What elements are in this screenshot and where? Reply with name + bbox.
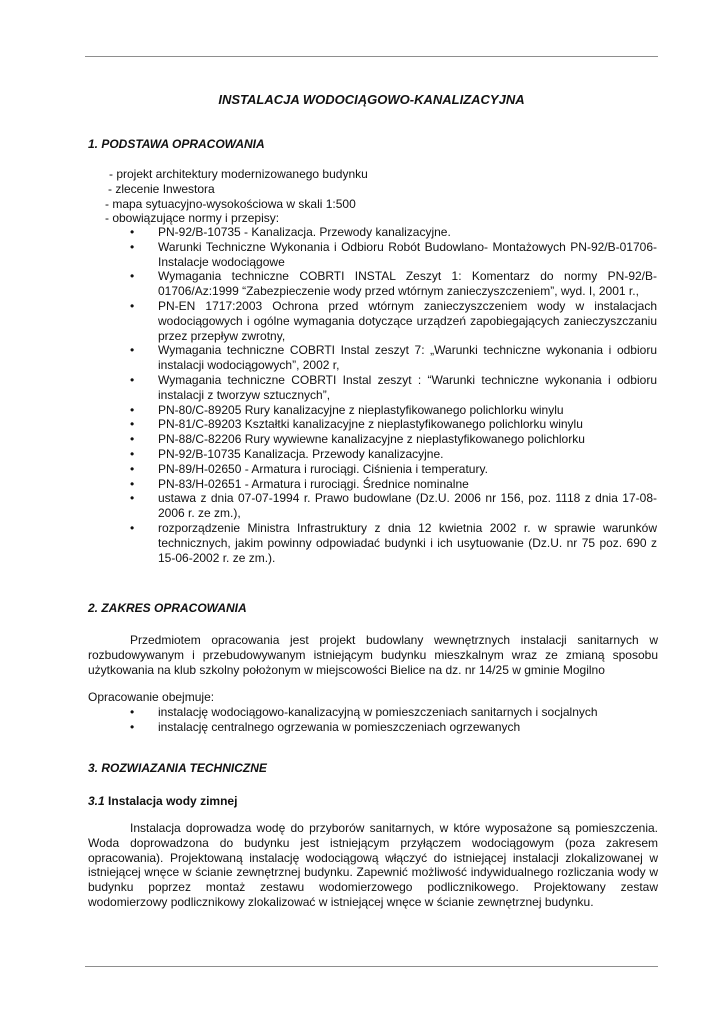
- norm-item: • PN-81/C-89203 Kształtki kanalizacyjne z nieplastyfikowanego polichlorku winylu: [130, 417, 657, 432]
- norm-item: • PN-88/C-82206 Rury wywiewne kanalizacyjne z nieplastyfikowanego polichlorku: [130, 432, 657, 447]
- scope-paragraph: Przedmiotem opracowania jest projekt budowlany wewnętrznych instalacji sanitarnych w rozbudowywanym i przebudowywanym istniejącym budynku mieszkalnym wraz ze zmianą sposobu użytkowania na klub szkolny położonym w miejscowości Bielice na dz. nr 14/25 w gminie Mogilno: [88, 633, 658, 677]
- list-item: • instalację wodociągowo-kanalizacyjną w pomieszczeniach sanitarnych i socjalnych: [130, 705, 657, 720]
- norm-item: • Wymagania techniczne COBRTI INSTAL Zeszyt 1: Komentarz do normy PN-92/B-01706/Az:1999 “Zabezpieczenie wody przed wtórnym zanieczyszczeniem”, wyd. I, 2001 r.,: [130, 269, 657, 299]
- norm-item: • PN-92/B-10735 Kanalizacja. Przewody kanalizacyjne.: [130, 447, 657, 462]
- subsection-heading-cold-water: [88, 794, 237, 809]
- includes-label: Opracowanie obejmuje:: [88, 690, 215, 704]
- norm-item: • PN-83/H-02651 - Armatura i rurociągi. Średnice nominalne: [130, 477, 657, 492]
- norm-item: • PN-89/H-02650 - Armatura i rurociągi. Ciśnienia i temperatury.: [130, 462, 657, 477]
- header-rule: [85, 56, 658, 57]
- norm-item: • rozporządzenie Ministra Infrastruktury z dnia 12 kwietnia 2002 r. w sprawie warunków technicznych, jakim powinny odpowiadać budynki i ich usytuowanie (Dz.U. nr 75 poz. 690 z 15-06-2002 r. ze zm.).: [130, 521, 657, 565]
- footer-rule: [85, 966, 658, 967]
- section-heading-scope: 2. ZAKRES OPRACOWANIA: [88, 601, 247, 615]
- list-item: - zlecenie Inwestora: [108, 181, 215, 196]
- norm-item: • PN-EN 1717:2003 Ochrona przed wtórnym zanieczyszczeniem wody w instalacjach wodociągowych i ogólne wymagania dotyczące urządzeń zapobiegających zanieczyszczaniu przez przepływ zwrotny,: [130, 299, 657, 343]
- norm-item: • Wymagania techniczne COBRTI Instal zeszyt 7: „Warunki techniczne wykonania i odbioru instalacji wodociągowych”, 2002 r,: [130, 343, 657, 373]
- subsection-title: Instalacja wody zimnej: [108, 794, 238, 808]
- section-heading-basis: 1. PODSTAWA OPRACOWANIA: [88, 137, 265, 151]
- section-heading-technical: 3. ROZWIAZANIA TECHNICZNE: [88, 761, 267, 775]
- norm-item: • Warunki Techniczne Wykonania i Odbioru Robót Budowlano- Montażowych PN-92/B-01706- Instalacje wodociągowe: [130, 240, 657, 270]
- list-item: • instalację centralnego ogrzewania w pomieszczeniach ogrzewanych: [130, 720, 657, 735]
- subsection-number: 3.1: [88, 794, 105, 808]
- cold-water-paragraph: Instalacja doprowadza wodę do przyborów sanitarnych, w które wyposażone są pomieszczenia. Woda doprowadzona do budynku jest istniejącym przyłączem wodociągowym (poza zakresem opracowania). Projektowaną instalację wodociągową włączyć do istniejącej instalacji zlokalizowanej w istniejącej wnęce w ścianie zewnętrznej budynku. Zapewnić możliwość indywidualnego rozliczania wody w budynku poprzez montaż zestawu wodomierzowego podlicznikowego. Projektowany zestaw wodomierzowy podlicznikowy zlokalizować w istniejącej wnęce w ścianie zewnętrznej budynku.: [88, 821, 658, 909]
- norm-item: • ustawa z dnia 07-07-1994 r. Prawo budowlane (Dz.U. 2006 nr 156, poz. 1118 z dnia 17-08-2006 r. ze zm.),: [130, 491, 657, 521]
- list-item: - mapa sytuacyjno-wysokościowa w skali 1:500: [105, 196, 356, 211]
- norm-item: • Wymagania techniczne COBRTI Instal zeszyt : “Warunki techniczne wykonania i odbioru instalacji z tworzyw sztucznych”,: [130, 373, 657, 403]
- basis-dash-list: [105, 167, 368, 226]
- norm-item: • PN-80/C-89205 Rury kanalizacyjne z nieplastyfikowanego polichlorku winylu: [130, 403, 657, 418]
- norms-bullet-list: [130, 225, 657, 565]
- norm-item: • PN-92/B-10735 - Kanalizacja. Przewody kanalizacyjne.: [130, 225, 657, 240]
- list-item: - projekt architektury modernizowanego budynku: [109, 167, 368, 181]
- list-item: - obowiązujące normy i przepisy:: [105, 211, 280, 226]
- document-title: INSTALACJA WODOCIĄGOWO-KANALIZACYJNA: [218, 92, 525, 107]
- includes-bullet-list: [130, 705, 657, 735]
